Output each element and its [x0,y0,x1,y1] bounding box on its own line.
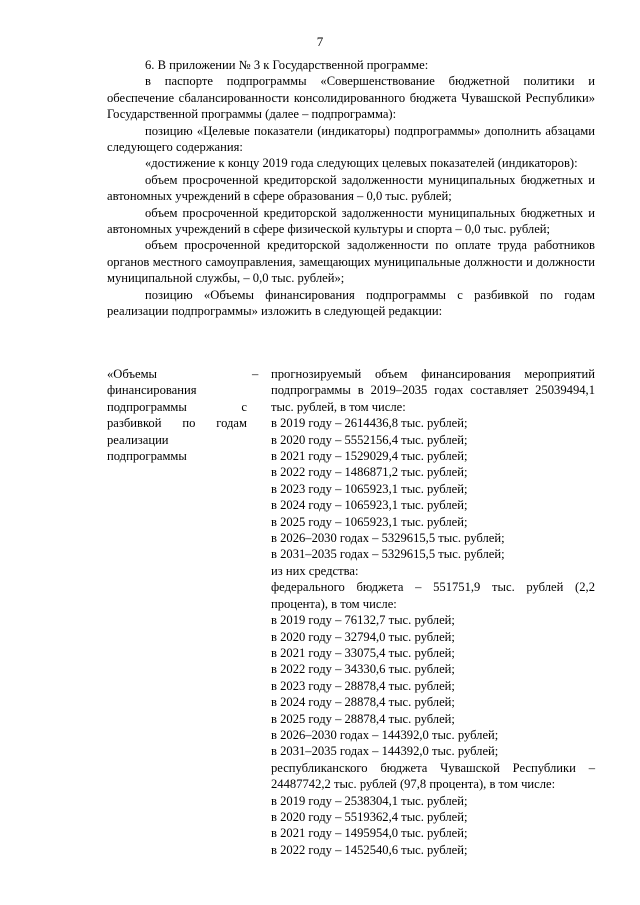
intro-paragraph: в паспорте подпрограммы «Совершенствование бюджетной политики и обеспечение сбалансированности консолидированного бюджета Чувашской Республики» Государственной программы (далее – подпрограмма): [107,74,595,122]
page-number: 7 [316,34,324,49]
intro-paragraph: объем просроченной кредиторской задолженности муниципальных бюджетных и автономных учреждений в сфере образования – 0,0 тыс. рублей; [107,172,595,204]
republic-budget-intro: республиканского бюджета Чувашской Республики – 24487742,2 тыс. рублей (97,8 процента), в том числе: [271,760,595,792]
republic-year-item: в 2019 году – 2538304,1 тыс. рублей; [271,793,468,808]
total-financing-intro: прогнозируемый объем финансирования мероприятий подпрограммы в 2019–2035 годах составляет 25039494,1 тыс. рублей, в том числе: [271,367,595,414]
federal-year-item: в 2022 году – 34330,6 тыс. рублей; [271,662,455,677]
federal-year-item: в 2031–2035 годах – 144392,0 тыс. рублей; [271,744,499,759]
federal-year-item: в 2024 году – 28878,4 тыс. рублей; [271,695,455,710]
financing-details [271,366,595,858]
total-year-item: в 2021 году – 1529029,4 тыс. рублей; [271,449,468,464]
federal-year-item: в 2020 году – 32794,0 тыс. рублей; [271,629,455,644]
intro-paragraph: объем просроченной кредиторской задолженности муниципальных бюджетных и автономных учреждений в сфере физической культуры и спорта – 0,0 тыс. рублей; [107,205,595,237]
federal-year-item: в 2026–2030 годах – 144392,0 тыс. рублей; [271,727,499,742]
total-year-item: в 2026–2030 годах – 5329615,5 тыс. рублей; [271,531,505,546]
total-year-item: в 2024 году – 1065923,1 тыс. рублей; [271,498,468,513]
federal-year-item: в 2023 году – 28878,4 тыс. рублей; [271,678,455,693]
federal-budget-intro: федерального бюджета – 551751,9 тыс. рублей (2,2 процента), в том числе: [271,580,595,611]
republic-year-item: в 2022 году – 1452540,6 тыс. рублей; [271,842,468,857]
federal-year-item: в 2025 году – 28878,4 тыс. рублей; [271,711,455,726]
federal-year-item: в 2021 году – 33075,4 тыс. рублей; [271,645,455,660]
financing-label: «Объемы финансирования подпрограммы с разбивкой по годам реализации подпрограммы [107,367,247,464]
intro-paragraph: позицию «Объемы финансирования подпрограммы с разбивкой по годам реализации подпрограммы» изложить в следующей редакции: [107,287,595,319]
table-dash: – [252,367,259,381]
of-them-label: из них средства: [271,563,359,578]
intro-text [107,57,595,320]
republic-year-item: в 2021 году – 1495954,0 тыс. рублей; [271,826,468,841]
intro-paragraph: объем просроченной кредиторской задолженности по оплате труда работников органов местного самоуправления, замещающих муниципальные должности и должности муниципальной службы, – 0,0 тыс. рублей»; [107,238,595,286]
total-year-item: в 2019 году – 2614436,8 тыс. рублей; [271,416,468,431]
total-year-item: в 2025 году – 1065923,1 тыс. рублей; [271,514,468,529]
federal-year-item: в 2019 году – 76132,7 тыс. рублей; [271,613,455,628]
total-year-item: в 2022 году – 1486871,2 тыс. рублей; [271,465,468,480]
intro-paragraph: «достижение к концу 2019 года следующих целевых показателей (индикаторов): [145,156,578,171]
total-year-item: в 2020 году – 5552156,4 тыс. рублей; [271,432,468,447]
intro-paragraph: 6. В приложении № 3 к Государственной программе: [145,58,429,72]
total-year-item: в 2023 году – 1065923,1 тыс. рублей; [271,481,468,496]
intro-paragraph: позицию «Целевые показатели (индикаторы) подпрограммы» дополнить абзацами следующего содержания: [107,123,595,155]
total-year-item: в 2031–2035 годах – 5329615,5 тыс. рублей; [271,547,505,562]
republic-year-item: в 2020 году – 5519362,4 тыс. рублей; [271,809,468,824]
